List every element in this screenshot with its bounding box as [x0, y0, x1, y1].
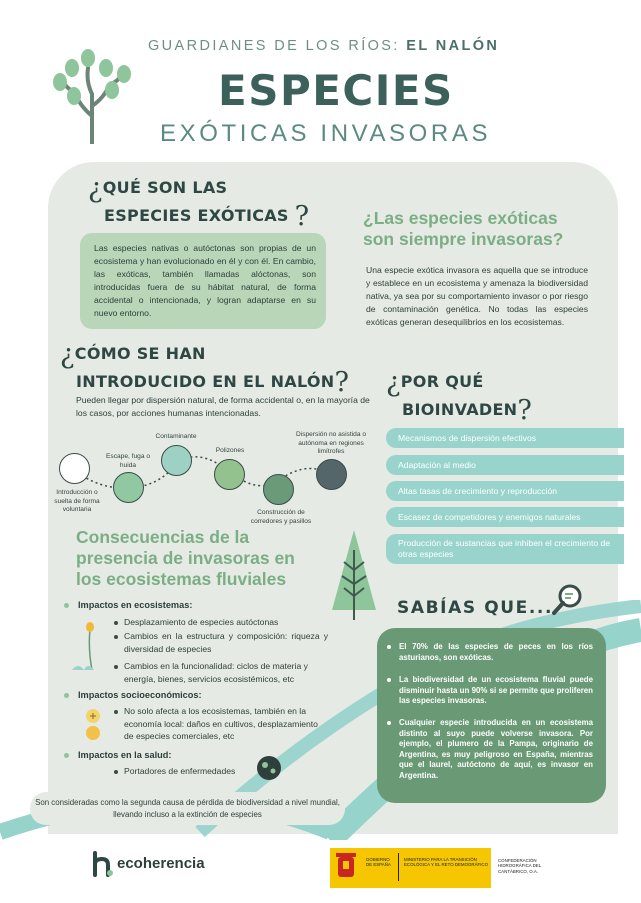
consequences-title-l2: presencia de invasoras en [76, 548, 295, 568]
q1-answer-box: Las especies nativas o autóctonas son propias de un ecosistema y han evolucionado en él y con él. En cambio, las exóticas, también llamadas alóctonas, son introducidas fuera de su hábitat natural, de forma accidental o intencionada, y logran adaptarse en su nuevo entorno. [80, 233, 326, 329]
page-title: ESPECIES [218, 66, 454, 115]
impact-heading: Impactos en ecosistemas: [78, 600, 193, 610]
q4-line1: POR QUÉ [400, 372, 484, 391]
reason-pill: Mecanismos de dispersión efectivos [386, 428, 624, 448]
fact-item: El 70% de las especies de peces en los ríos asturianos, son exóticas. [399, 642, 593, 662]
reason-pill: Producción de sustancias que inhiben el crecimiento de otras especies [386, 534, 624, 564]
magnifier-icon [549, 582, 585, 618]
impact-item: Cambios en la funcionalidad: ciclos de materia y energía, bienes, servicios ecosistémicos, etc [114, 660, 328, 685]
q1-close-mark: ? [294, 201, 310, 232]
did-you-know-title: SABÍAS QUE... [397, 598, 554, 618]
q1-line1: QUÉ SON LAS [102, 178, 228, 197]
bullet-dot [64, 603, 69, 608]
pine-tree-icon [330, 530, 378, 620]
ecoherencia-brand: ecoherencia [117, 855, 205, 872]
disease-carrier-icon [254, 752, 284, 784]
q3-heading [60, 338, 350, 398]
timeline-node [113, 472, 144, 503]
q2-line1: ¿Las especies exóticas [363, 208, 558, 228]
timeline-label: Construcción de corredores y pasillos [250, 509, 312, 525]
q3-close-mark: ? [334, 367, 350, 398]
reason-pill: Escasez de competidores y enemigos naturales [386, 507, 624, 527]
q1-heading [88, 172, 310, 232]
q1-line2: ESPECIES EXÓTICAS [104, 206, 289, 225]
impact-item: No solo afecta a los ecosistemas, también en la economía local: daños en cultivos, desplazamiento de especies comerciales, etc [114, 705, 326, 743]
q3-line2: INTRODUCIDO EN EL NALÓN [76, 372, 335, 391]
q4-heading [386, 366, 533, 426]
gov-name: GOBIERNO DE ESPAÑA [366, 857, 391, 868]
timeline-node [59, 453, 90, 484]
spain-coat-of-arms-icon [334, 851, 358, 885]
q4-close-mark: ? [517, 395, 533, 426]
q4-open-mark: ¿ [386, 367, 401, 398]
impact-item: Cambios en la estructura y composición: riqueza y diversidad de especies [114, 630, 328, 655]
timeline-label: Dispersión no asistida o autónoma en regiones limítrofes [295, 431, 366, 455]
q2-answer: Una especie exótica invasora es aquella que se introduce y establece en un ecosistema y amenaza la biodiversidad nativa, ya sea por su comportamiento invasor o por riesgo de contaminación genética. No todas las especies exóticas generan desequilibrios en los ecosistemas. [366, 265, 588, 327]
flower-plant-icon [68, 618, 108, 674]
q3-open-mark: ¿ [60, 339, 75, 370]
q3-answer: Pueden llegar por dispersión natural, de forma accidental o, en la mayoría de los casos, por acciones humanas intencionadas. [76, 395, 370, 418]
footer-note: Son consideradas como la segunda causa de pérdida de biodiversidad a nivel mundial, llevando incluso a la extinción de especies [30, 792, 345, 825]
impact-item: Desplazamiento de especies autóctonas [114, 616, 324, 629]
timeline-node [263, 474, 294, 505]
coins-icon [82, 708, 104, 744]
fact-item: La biodiversidad de un ecosistema fluvial puede disminuir hasta un 90% si se permite que proliferen las especies invasoras. [399, 675, 593, 705]
consequences-title-l1: Consecuencias de la [76, 527, 250, 547]
q1-open-mark: ¿ [88, 173, 103, 204]
impact-heading: Impactos socioeconómicos: [78, 690, 202, 700]
page-subtitle: EXÓTICAS INVASORAS [160, 120, 492, 147]
consequences-title [76, 527, 295, 590]
fact-item: Cualquier especie introducida en un ecosistema distinto al suyo puede volverse invasora. Por ejemplo, el plumero de la Pampa, originario de Argentina, es muy peligroso en España, mientras que el laurel, autóctono de aquí, es invasor en Argentina. [399, 718, 593, 780]
ministry-name: MINISTERIO PARA LA TRANSICIÓN ECOLÓGICA Y EL RETO DEMOGRÁFICO [404, 857, 489, 868]
q2-heading [363, 208, 563, 250]
impact-item: Portadores de enfermedades [114, 765, 294, 778]
timeline-node [316, 459, 347, 490]
q3-line1: CÓMO SE HAN [74, 344, 206, 363]
reason-pill: Altas tasas de crecimiento y reproducción [386, 481, 624, 501]
timeline-label: Polizones [215, 447, 245, 454]
timeline-label: Introducción o suelta de forma voluntaria [54, 489, 100, 513]
ecoherencia-logo-icon [92, 851, 114, 877]
did-you-know-box [377, 628, 606, 803]
timeline-label: Contaminante [155, 433, 197, 440]
timeline-node [161, 445, 192, 476]
kicker-prefix: GUARDIANES DE LOS RÍOS: [148, 38, 400, 54]
kicker-highlight: EL NALÓN [406, 38, 500, 54]
timeline-node [214, 459, 245, 490]
reason-pill: Adaptación al medio [386, 455, 624, 475]
bullet-dot [64, 693, 69, 698]
bullet-dot [64, 753, 69, 758]
impact-heading: Impactos en la salud: [78, 750, 172, 760]
kicker [148, 38, 499, 54]
q2-line2: son siempre invasoras? [363, 229, 564, 249]
timeline-label: Escape, fuga o huida [106, 453, 150, 469]
gov-divider [398, 853, 399, 881]
consequences-title-l3: los ecosistemas fluviales [76, 569, 287, 589]
confederation-name: CONFEDERACIÓN HIDROGRÁFICA DEL CANTÁBRICO, O.A. [498, 858, 542, 874]
q4-line2: BIOINVADEN [402, 400, 518, 419]
tree-logo-icon [50, 44, 134, 144]
